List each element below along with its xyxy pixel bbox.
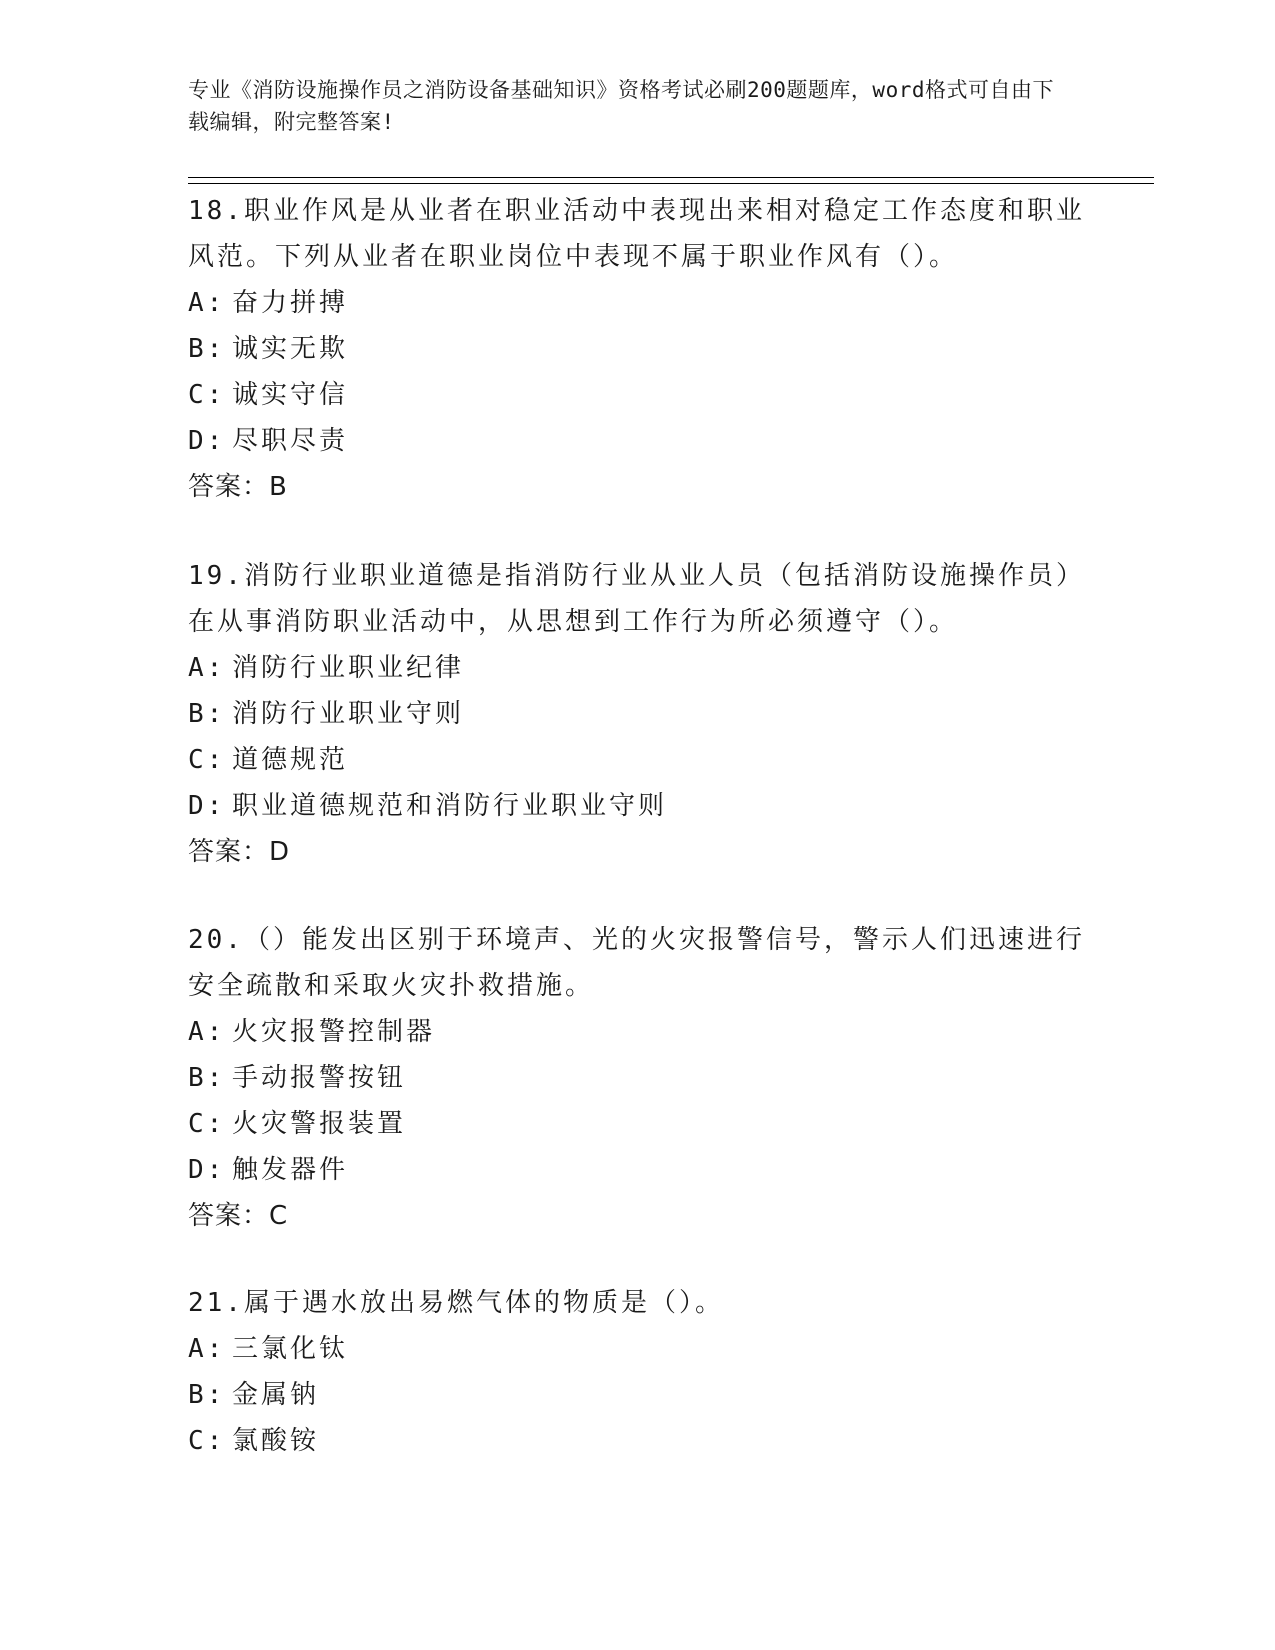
option-c [188,1418,1088,1464]
option-letter: C: [188,745,226,775]
option-text: 诚实无欺 [232,334,349,364]
option-a [188,1009,1088,1055]
option-letter: B: [188,1063,226,1093]
option-c [188,1101,1088,1147]
header-divider-top [188,177,1154,178]
question-18 [188,188,1088,510]
option-text: 触发器件 [232,1155,349,1185]
option-letter: C: [188,380,226,410]
option-text: 奋力拼搏 [232,288,349,318]
option-letter: A: [188,288,226,318]
header-divider-bottom [188,183,1154,184]
option-text: 三氯化钛 [232,1334,349,1364]
option-letter: B: [188,334,226,364]
option-text: 消防行业职业守则 [232,699,465,729]
option-d [188,1147,1088,1193]
question-stem: 18.职业作风是从业者在职业活动中表现出来相对稳定工作态度和职业风范。下列从业者在职业岗位中表现不属于职业作风有（）。 [188,196,1085,272]
answer-line: 答案：B [188,472,288,502]
option-text: 氯酸铵 [232,1426,320,1456]
option-letter: B: [188,1380,226,1410]
option-letter: D: [188,426,226,456]
question-19 [188,553,1088,875]
question-stem: 20.（）能发出区别于环境声、光的火灾报警信号，警示人们迅速进行安全疏散和采取火灾扑救措施。 [188,925,1085,1001]
option-letter: A: [188,653,226,683]
option-b [188,691,1088,737]
option-text: 火灾警报装置 [232,1109,407,1139]
option-text: 尽职尽责 [232,426,349,456]
question-stem: 21.属于遇水放出易燃气体的物质是（）。 [188,1288,724,1318]
option-text: 手动报警按钮 [232,1063,407,1093]
option-b [188,1372,1088,1418]
option-letter: A: [188,1017,226,1047]
option-text: 诚实守信 [232,380,349,410]
option-a [188,645,1088,691]
option-text: 职业道德规范和消防行业职业守则 [232,791,668,821]
option-letter: C: [188,1426,226,1456]
option-a [188,280,1088,326]
option-letter: B: [188,699,226,729]
question-21 [188,1280,1088,1464]
question-20 [188,917,1088,1239]
option-d [188,418,1088,464]
option-b [188,1055,1088,1101]
option-d [188,783,1088,829]
document-header: 专业《消防设施操作员之消防设备基础知识》资格考试必刷200题题库，word格式可自由下载编辑，附完整答案! [188,78,1054,134]
option-text: 消防行业职业纪律 [232,653,465,683]
option-a [188,1326,1088,1372]
option-letter: C: [188,1109,226,1139]
option-c [188,737,1088,783]
option-text: 道德规范 [232,745,349,775]
answer-line: 答案：C [188,1201,289,1231]
option-letter: D: [188,791,226,821]
option-letter: D: [188,1155,226,1185]
option-text: 金属钠 [232,1380,320,1410]
option-b [188,326,1088,372]
answer-line: 答案：D [188,837,291,867]
option-text: 火灾报警控制器 [232,1017,436,1047]
question-stem: 19.消防行业职业道德是指消防行业从业人员（包括消防设施操作员）在从事消防职业活动中，从思想到工作行为所必须遵守（）。 [188,561,1085,637]
option-c [188,372,1088,418]
option-letter: A: [188,1334,226,1364]
